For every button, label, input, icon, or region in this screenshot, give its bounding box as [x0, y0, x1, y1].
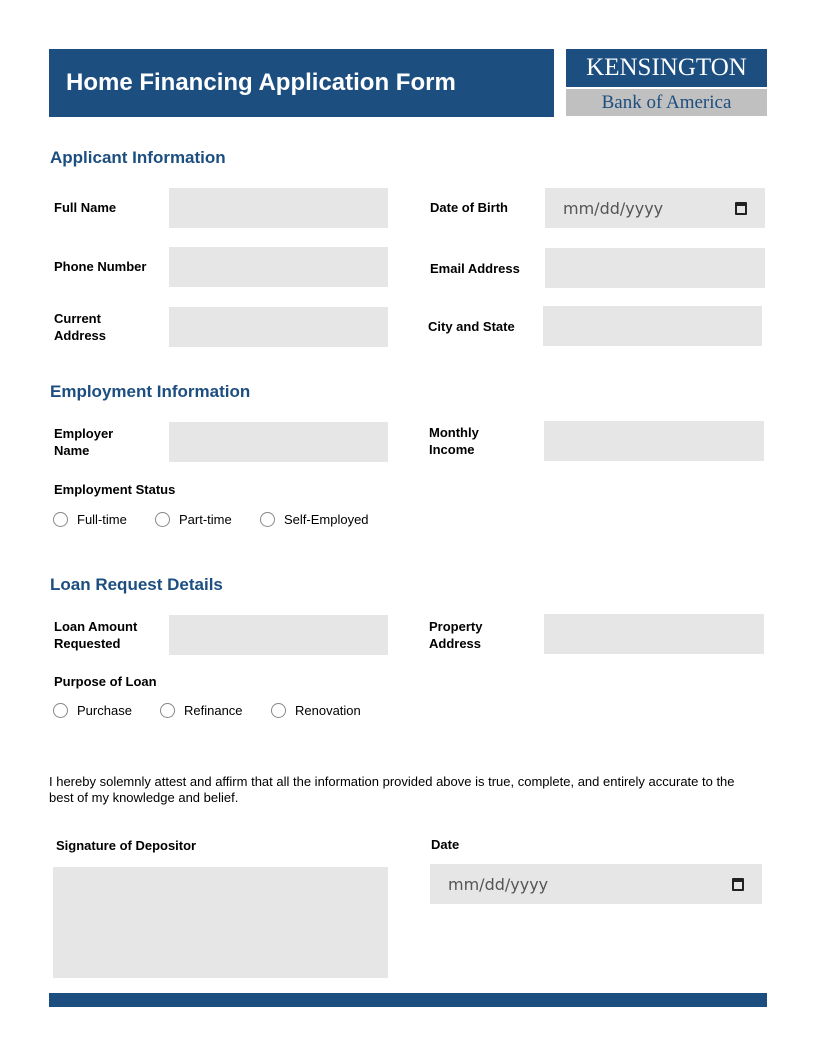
radio-refinance[interactable] — [160, 703, 243, 718]
radio-full-time[interactable] — [53, 512, 127, 527]
full-name-input[interactable] — [169, 188, 388, 228]
radio-circle-icon[interactable] — [260, 512, 275, 527]
dob-placeholder: mm/dd/yyyy — [563, 198, 664, 218]
city-state-input[interactable] — [543, 306, 762, 346]
calendar-icon[interactable] — [732, 878, 744, 891]
footer-bar — [49, 993, 767, 1007]
date-placeholder: mm/dd/yyyy — [448, 874, 549, 894]
address-input[interactable] — [169, 307, 388, 347]
section-loan-heading: Loan Request Details — [50, 575, 223, 594]
employer-label: Employer Name — [54, 426, 114, 458]
logo-kensington: KENSINGTON — [566, 49, 767, 87]
section-applicant-heading: Applicant Information — [50, 148, 226, 167]
email-input[interactable] — [545, 248, 765, 288]
full-name-label: Full Name — [54, 200, 117, 215]
radio-circle-icon[interactable] — [155, 512, 170, 527]
radio-circle-icon[interactable] — [53, 703, 68, 718]
date-label: Date — [431, 837, 460, 852]
address-label: Current Address — [54, 311, 107, 343]
employer-input[interactable] — [169, 422, 388, 462]
radio-circle-icon[interactable] — [160, 703, 175, 718]
radio-label: Purchase — [77, 703, 132, 718]
email-label: Email Address — [430, 261, 520, 276]
phone-input[interactable] — [169, 247, 388, 287]
phone-label: Phone Number — [54, 259, 147, 274]
radio-renovation[interactable] — [271, 703, 361, 718]
signature-box[interactable] — [53, 867, 388, 978]
income-input[interactable] — [544, 421, 764, 461]
radio-label: Full-time — [77, 512, 127, 527]
loan-amount-label: Loan Amount Requested — [54, 619, 138, 651]
signature-date-input[interactable] — [430, 864, 762, 904]
attestation-text: I hereby solemnly attest and affirm that all the information provided above is true, complete, and entirely accurate to the best of my knowledge and belief. — [49, 774, 735, 805]
radio-label: Renovation — [295, 703, 361, 718]
form-title: Home Financing Application Form — [49, 49, 554, 117]
loan-amount-input[interactable] — [169, 615, 388, 655]
radio-circle-icon[interactable] — [271, 703, 286, 718]
property-address-input[interactable] — [544, 614, 764, 654]
logo-bank-name: Bank of America — [566, 89, 767, 116]
radio-label: Refinance — [184, 703, 243, 718]
city-state-label: City and State — [428, 319, 515, 334]
dob-input[interactable] — [545, 188, 765, 228]
radio-purchase[interactable] — [53, 703, 132, 718]
property-address-label: Property Address — [429, 619, 483, 651]
radio-label: Part-time — [179, 512, 232, 527]
purpose-label: Purpose of Loan — [54, 674, 157, 689]
income-label: Monthly Income — [429, 425, 479, 457]
radio-label: Self-Employed — [284, 512, 369, 527]
calendar-icon[interactable] — [735, 202, 747, 215]
section-employment-heading: Employment Information — [50, 382, 251, 401]
radio-part-time[interactable] — [155, 512, 232, 527]
signature-label: Signature of Depositor — [56, 838, 197, 853]
radio-self-employed[interactable] — [260, 512, 369, 527]
dob-label: Date of Birth — [430, 200, 508, 215]
employment-status-label: Employment Status — [54, 482, 176, 497]
radio-circle-icon[interactable] — [53, 512, 68, 527]
